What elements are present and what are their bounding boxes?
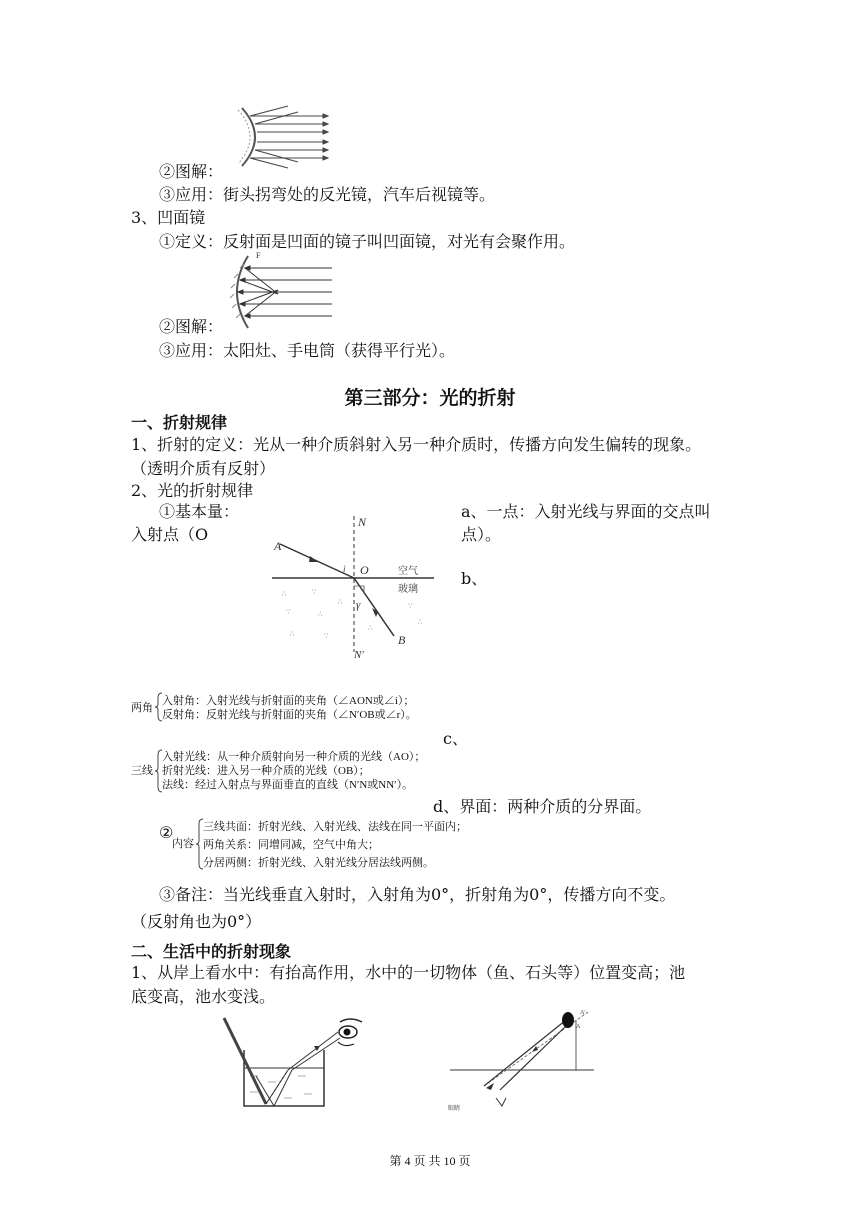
- item-c-label: c、: [443, 729, 468, 748]
- normal-n-label: N: [358, 515, 367, 529]
- point-a-label: A: [274, 539, 282, 553]
- svg-text:∴: ∴: [282, 590, 287, 598]
- basic-quantities-label: ①基本量：: [159, 502, 240, 521]
- concave-diagram-label: ②图解：: [159, 317, 224, 336]
- svg-text:∵: ∵: [408, 602, 413, 610]
- svg-text:∵: ∵: [324, 632, 329, 640]
- fish-viewing-diagram: [444, 1006, 596, 1114]
- concave-heading: 3、凹面镜: [131, 208, 206, 227]
- image-point-label: A': [580, 1010, 586, 1016]
- water-container-diagram: [220, 1010, 380, 1114]
- incidence-point-text: 入射点（O: [131, 525, 209, 544]
- interface-definition: d、界面：两种介质的分界面。: [433, 797, 652, 816]
- point-definition-line2: 点）。: [461, 525, 502, 544]
- concave-mirror-diagram: [222, 250, 342, 334]
- section-heading-refraction-law: 一、折射规律: [131, 413, 228, 432]
- normal-line-def: 法线：经过入射点与界面垂直的直线（N′N或NN′）。: [162, 779, 414, 791]
- shore-view-line1: 1、从岸上看水中：有抬高作用，水中的一切物体（鱼、石头等）位置变高；池: [131, 963, 686, 982]
- content-label: 内容: [172, 838, 194, 850]
- refraction-definition-note: （透明介质有反射）: [131, 459, 276, 478]
- refraction-law-heading: 2、光的折射规律: [131, 481, 254, 500]
- concave-definition: ①定义：反射面是凹面的镜子叫凹面镜，对光有会聚作用。: [159, 232, 576, 251]
- angle-relation-rule: 两角关系：同增同减，空气中角大；: [203, 839, 379, 851]
- incidence-angle-def: 入射角：入射光线与折射面的夹角（∠AON或∠i）；: [162, 695, 415, 707]
- note-line: ③备注：当光线垂直入射时，入射角为0°，折射角为0°，传播方向不变。: [159, 885, 676, 904]
- point-b-label: B: [398, 633, 406, 647]
- point-o-label: O: [360, 563, 369, 577]
- point-definition-line1: a、一点：入射光线与界面的交点叫: [461, 502, 711, 521]
- convex-application: ③应用：街头拐弯处的反光镜，汽车后视镜等。: [159, 185, 496, 204]
- shore-view-line2: 底变高，池水变浅。: [131, 987, 276, 1006]
- refracted-ray-def: 折射光线：进入另一种介质的光线（OB）；: [162, 765, 370, 777]
- angle-i-label: i: [343, 564, 346, 574]
- page-footer: 第 4 页 共 10 页: [389, 1154, 471, 1168]
- section-heading-refraction-life: 二、生活中的折射现象: [131, 942, 292, 961]
- item-b-label: b、: [461, 569, 488, 588]
- coplanar-rule: 三线共面：折射光线、入射光线、法线在同一平面内；: [203, 821, 467, 833]
- svg-text:∴: ∴: [318, 610, 323, 618]
- svg-text:∵: ∵: [286, 608, 291, 616]
- svg-text:∴: ∴: [290, 630, 295, 638]
- reflection-angle-def: 反射角：反射光线与折射面的夹角（∠N′OB或∠r）。: [162, 709, 417, 721]
- convex-mirror-diagram: [228, 104, 340, 170]
- figure-corner-label: 眼睛: [448, 1106, 461, 1112]
- focus-label: F: [256, 251, 261, 260]
- content-number: ②: [159, 823, 174, 842]
- svg-text:∴: ∴: [368, 624, 373, 632]
- convex-diagram-label: ②图解：: [159, 162, 224, 181]
- refraction-diagram: [268, 512, 438, 662]
- svg-text:∴: ∴: [418, 618, 423, 626]
- svg-text:∴: ∴: [338, 598, 343, 606]
- angle-r-label: γ: [356, 599, 361, 611]
- note-line-continued: （反射角也为0°）: [131, 912, 262, 931]
- normal-n-prime-label: N': [354, 649, 364, 661]
- air-label: 空气: [398, 566, 418, 577]
- opposite-sides-rule: 分居两侧：折射光线、入射光线分居法线两侧。: [203, 857, 434, 869]
- incident-ray-def: 入射光线：从一种介质射向另一种介质的光线（AO）；: [162, 751, 426, 763]
- object-point-label: A: [576, 1024, 581, 1030]
- refraction-definition: 1、折射的定义：光从一种介质斜射入另一种介质时，传播方向发生偏转的现象。: [131, 435, 702, 454]
- glass-label: 玻璃: [398, 584, 418, 595]
- two-angles-label: 两角: [131, 702, 153, 714]
- svg-text:∵: ∵: [312, 588, 317, 596]
- concave-application: ③应用：太阳灶、手电筒（获得平行光）。: [159, 341, 456, 360]
- three-lines-label: 三线: [131, 765, 153, 777]
- part-title: 第三部分：光的折射: [344, 387, 516, 409]
